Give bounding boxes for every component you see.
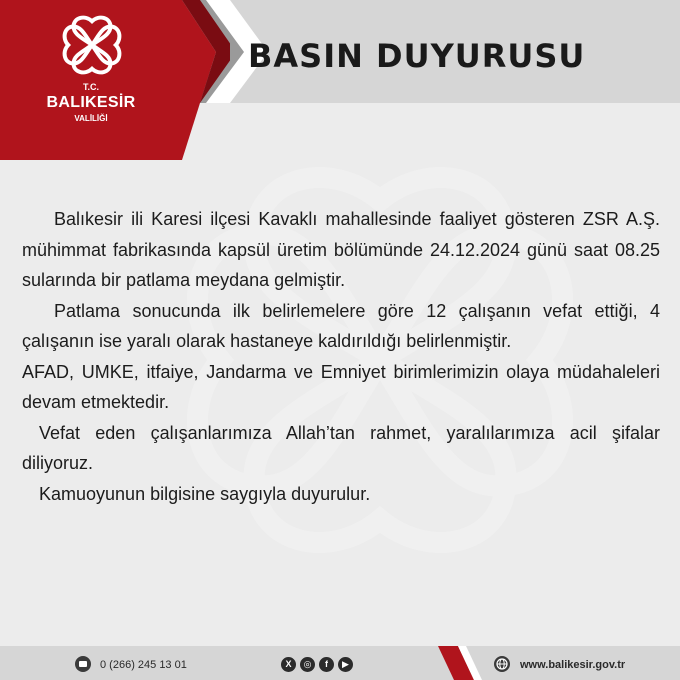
logo-tc-text: T.C. xyxy=(82,82,99,92)
footer-website-link[interactable]: www.balikesir.gov.tr xyxy=(520,659,626,671)
logo-name-text: BALIKESİR xyxy=(46,94,136,111)
phone-icon xyxy=(75,656,91,672)
x-icon[interactable]: X xyxy=(281,657,296,672)
paragraph: Balıkesir ili Karesi ilçesi Kavaklı mahallesinde faaliyet gösteren ZSR A.Ş. mühimmat fabrikasında kapsül üretim bölümünde 24.12.2024 günü saat 08.25 sularında bir patlama meydana gelmiştir. xyxy=(22,209,660,290)
logo-emblem-icon xyxy=(58,12,126,78)
youtube-icon[interactable]: ▶ xyxy=(338,657,353,672)
footer-phone: 0 (266) 245 13 01 xyxy=(100,659,187,671)
instagram-icon[interactable]: ◎ xyxy=(300,657,315,672)
paragraph: Vefat eden çalışanlarımıza Allah’tan rahmet, yaralılarımıza acil şifalar diliyoruz. xyxy=(22,422,660,473)
paragraph: Kamuoyunun bilgisine saygıyla duyurulur. xyxy=(39,483,371,504)
paragraph: Patlama sonucunda ilk belirlemelere göre 12 çalışanın vefat ettiği, 4 çalışanın ise yaralı olarak hastaneye kaldırıldığı belirlenmiştir. xyxy=(22,300,660,351)
paragraph: AFAD, UMKE, itfaiye, Jandarma ve Emniyet birimlerimizin olaya müdahaleleri devam etmektedir. xyxy=(22,361,660,412)
globe-icon xyxy=(494,656,510,672)
logo-sub-text: VALİLİĞİ xyxy=(74,114,108,123)
announcement-body xyxy=(22,204,660,509)
page-title: BASIN DUYURUSU xyxy=(248,37,586,75)
facebook-icon[interactable]: f xyxy=(319,657,334,672)
